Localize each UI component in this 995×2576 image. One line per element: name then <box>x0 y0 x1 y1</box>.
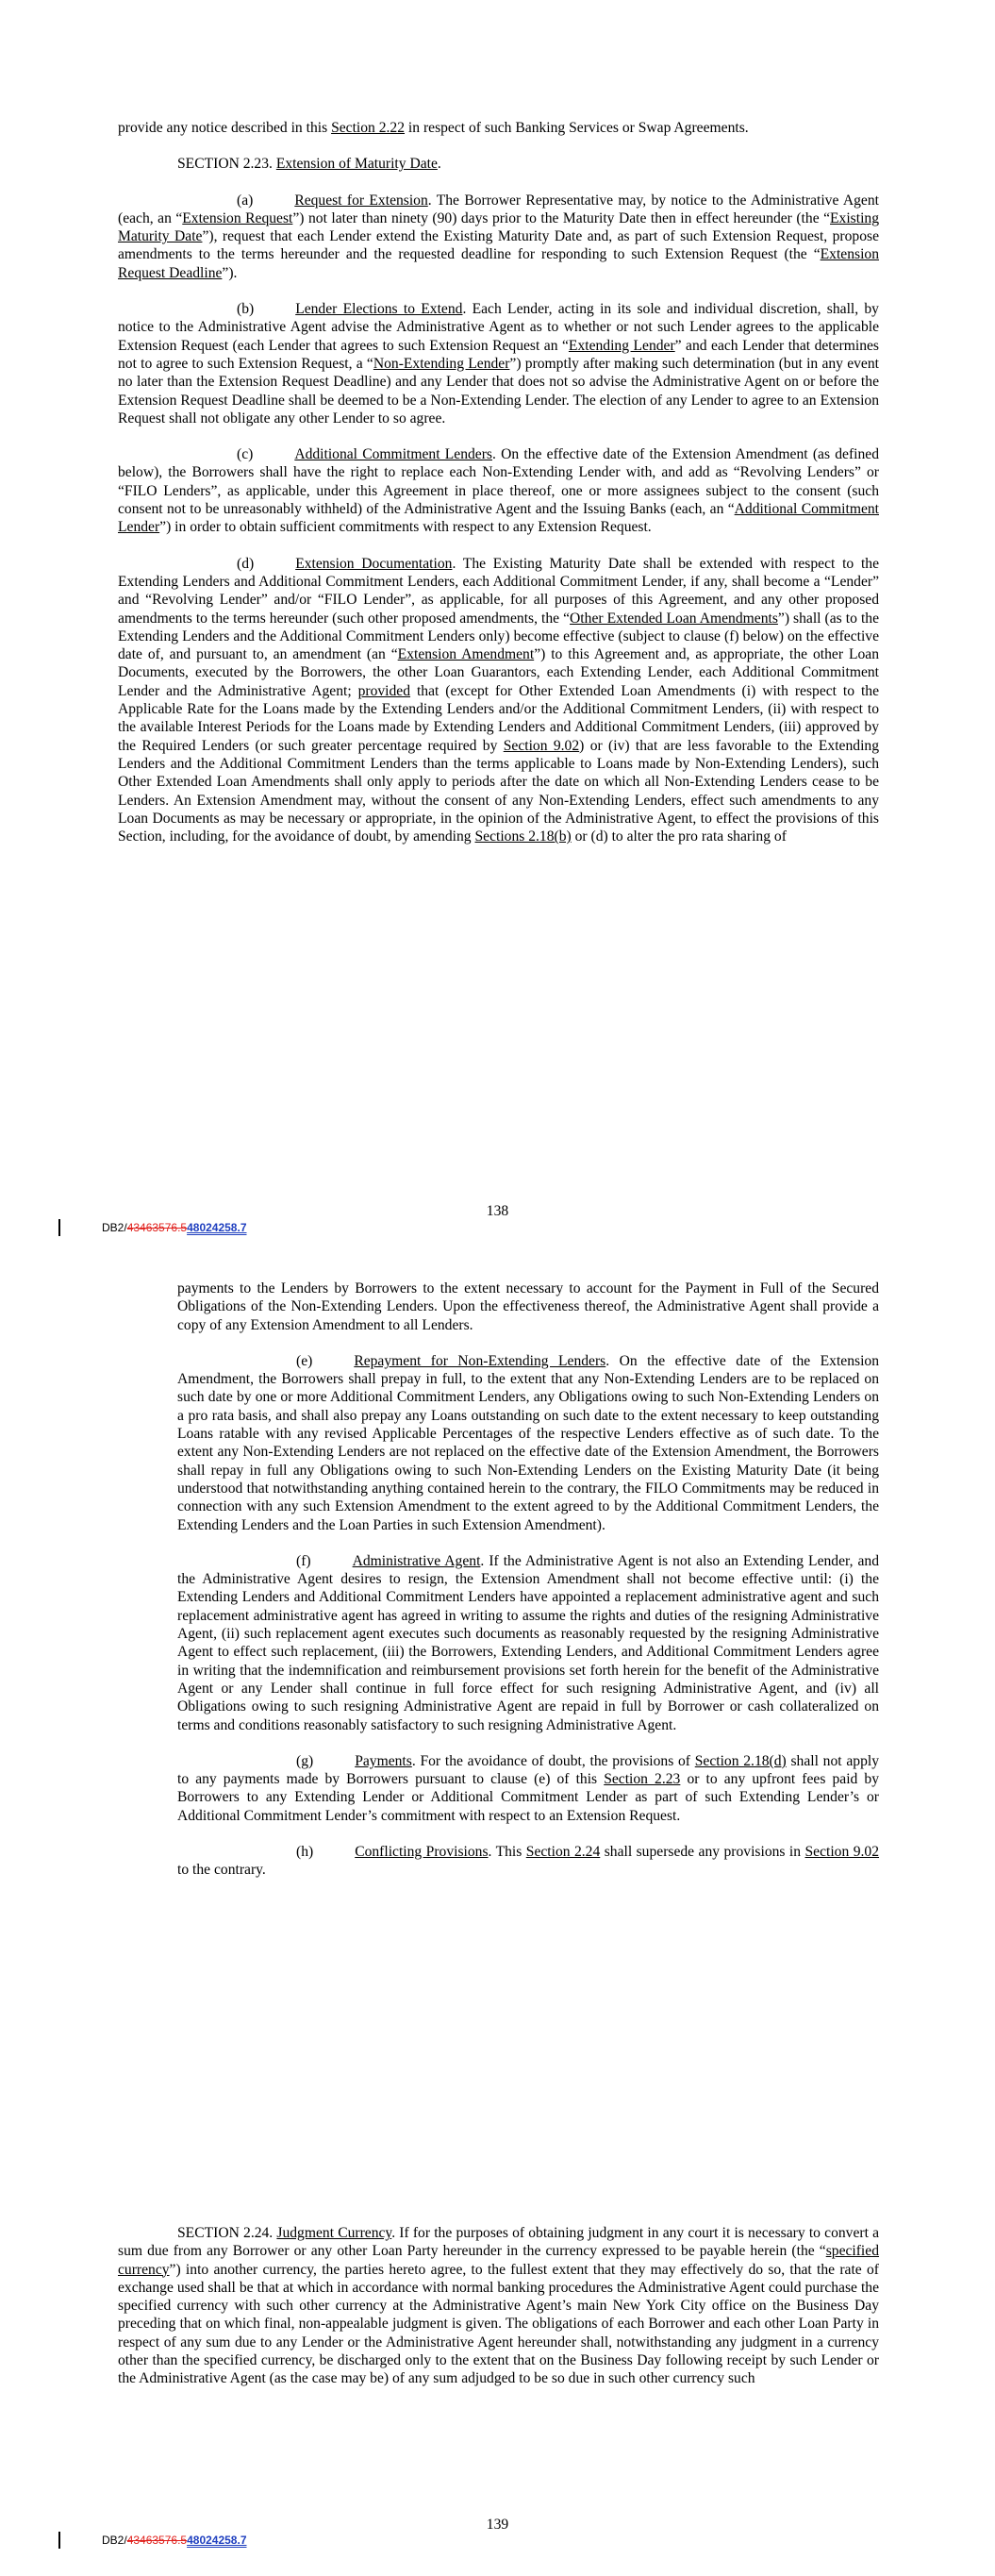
page-number: 139 <box>486 2517 509 2533</box>
document-footer: DB2/ 43463576.5 48024258.7 <box>58 1219 247 1236</box>
change-bar <box>58 2532 60 2549</box>
page-number: 138 <box>486 1203 509 1219</box>
section-2-23-heading: SECTION 2.23. Extension of Maturity Date. <box>177 156 441 173</box>
continuation-paragraph: payments to the Lenders by Borrowers to the extent necessary to account for the Payment in Full of the Secured Obligations of the Non-Extending Lenders. Upon the effectiveness thereof, the Administrative Agent shall provide a copy of any Extension Amendment to all Lenders. <box>177 1280 879 1333</box>
inserted-doc-id: 48024258.7 <box>187 1221 247 1234</box>
page-138 <box>0 0 995 1264</box>
section-2-24 <box>118 2224 879 2388</box>
page-138-body <box>118 119 879 845</box>
page-139 <box>0 1264 995 2576</box>
clause-h: (h) Conflicting Provisions. This Section 2.24 shall supersede any provisions in Section 9.02 to the contrary. <box>177 1844 880 1879</box>
change-bar <box>58 1219 60 1236</box>
clause-e: (e) Repayment for Non-Extending Lenders. On the effective date of the Extension Amendment, the Borrowers shall prepay in full, to the extent that any Non-Extending Lenders are to be replaced on such date by one or more Additional Commitment Lenders, any Obligations owing to such Non-Extending Lenders on a pro rata basis, and shall also prepay any Loans outstanding on such date to the extent necessary to keep outstanding Loans ratable with any revised Applicable Percentages of the respective Lenders effective as of such date. To the extent any Non-Extending Lenders are not replaced on the effective date of the Extension Amendment, the Borrowers shall repay in full any Obligations owing to such Non-Extending Lenders on the Existing Maturity Date (it being understood that notwithstanding anything contained herein to the contrary, the FILO Commitments may be reduced in connection with any such Extension Amendment to the extent agreed to by the Additional Commitment Lenders, the Extending Lenders and the Loan Parties in such Extension Amendment). <box>177 1352 879 1533</box>
clause-c: (c) Additional Commitment Lenders. On the effective date of the Extension Amendment (as defined below), the Borrowers shall have the right to replace each Non-Extending Lender with, and add as “Revolving Lenders” or “FILO Lenders”, as applicable, under this Agreement in place thereof, one or more assignees subject to the consent (such consent not to be unreasonably withheld) of the Administrative Agent and the Issuing Banks (each, an “Additional Commitment Lender”) in order to obtain sufficient commitments with respect to any Extension Request. <box>118 446 879 536</box>
clause-a: (a) Request for Extension. The Borrower Representative may, by notice to the Administrative Agent (each, an “Extension Request”) not later than ninety (90) days prior to the Maturity Date then in effect hereunder (the “Existing Maturity Date”), request that each Lender extend the Existing Maturity Date and, as part of such Extension Request, propose amendments to the terms hereunder and the requested deadline for responding to such Extension Request (the “Extension Request Deadline”). <box>118 192 880 281</box>
document-footer: DB2/ 43463576.5 48024258.7 <box>58 2532 247 2549</box>
clause-f: (f) Administrative Agent. If the Administrative Agent is not also an Extending Lender, and the Administrative Agent desires to resign, the Extension Amendment shall not become effective until: (i) the Extending Lenders and Additional Commitment Lenders have appointed a replacement administrative agent and such replacement administrative agent has agreed in writing to assume the rights and duties of the resigning Administrative Agent, (ii) such replacement agent executes such documents as reasonably requested by the resigning Administrative Agent to effect such replacement, (iii) the Borrowers, Extending Lenders, and Additional Commitment Lenders agree in writing that the indemnification and reimbursement provisions set forth herein for the benefit of the Administrative Agent or any Lender shall continue in full force effect for such resigning Administrative Agent, and (iv) all Obligations owing to such resigning Administrative Agent are repaid in full by Borrower or cash collateralized on terms and conditions reasonably satisfactory to such resigning Administrative Agent. <box>177 1552 879 1733</box>
section-2-24-paragraph: SECTION 2.24. Judgment Currency. If for the purposes of obtaining judgment in any court it is necessary to convert a sum due from any Borrower or any other Loan Party hereunder in the currency expressed to be payable herein (the “specified currency”) into another currency, the parties hereto agree, to the fullest extent that they may effectively do so, that the rate of exchange used shall be that at which in accordance with normal banking procedures the Administrative Agent could purchase the specified currency with such other currency at the Administrative Agent’s main New York City office on the Business Day preceding that on which final, non-appealable judgment is given. The obligations of each Borrower and each other Loan Party in respect of any sum due to any Lender or the Administrative Agent hereunder shall, notwithstanding any judgment in a currency other than the specified currency, be discharged only to the extent that on the Business Day following receipt by such Lender or the Administrative Agent (as the case may be) of any sum adjudged to be so due in such other currency such <box>118 2225 879 2387</box>
deleted-doc-id: 43463576.5 <box>126 1221 188 1234</box>
clause-g: (g) Payments. For the avoidance of doubt, the provisions of Section 2.18(d) shall not apply to any payments made by Borrowers pursuant to clause (e) of this Section 2.23 or to any upfront fees paid by Borrowers to any Extending Lender or Additional Commitment Lender as part of such Extending Lender’s or Additional Commitment Lender’s commitment with respect to an Extension Request. <box>177 1752 880 1824</box>
deleted-doc-id: 43463576.5 <box>126 2534 188 2547</box>
clause-b: (b) Lender Elections to Extend. Each Lender, acting in its sole and individual discretion, shall, by notice to the Administrative Agent advise the Administrative Agent as to whether or not such Lender agrees to the applicable Extension Request (each Lender that agrees to such Extension Request an “Extending Lender” and each Lender that determines not to agree to such Extension Request, a “Non-Extending Lender”) promptly after making such determination (but in any event no later than the Extension Request Deadline) and any Lender that does not so advise the Administrative Agent on or before the Extension Request Deadline shall be deemed to be a Non-Extending Lender. The election of any Lender to agree to an Extension Request shall not obligate any other Lender to so agree. <box>118 301 879 427</box>
continuation-paragraph: provide any notice described in this Section 2.22 in respect of such Banking Services or Swap Agreements. <box>118 120 749 136</box>
inserted-doc-id: 48024258.7 <box>187 2534 247 2547</box>
page-139-body <box>177 1280 879 1880</box>
clause-d: (d) Extension Documentation. The Existing Maturity Date shall be extended with respect to the Extending Lenders and Additional Commitment Lenders, each Additional Commitment Lender, if any, shall become a “Lender” and “Revolving Lender” and/or “FILO Lender”, as applicable, for all purposes of this Agreement, and any other proposed amendments to the terms hereunder (such other proposed amendments, the “Other Extended Loan Amendments”) shall (as to the Extending Lenders and the Additional Commitment Lenders only) become effective (subject to clause (f) below) on the effective date of, and pursuant to, an amendment (an “Extension Amendment”) to this Agreement and, as appropriate, the other Loan Documents, executed by the Borrowers, the other Loan Guarantors, each Extending Lender, each Additional Commitment Lender and the Administrative Agent; provided that (except for Other Extended Loan Amendments (i) with respect to the Applicable Rate for the Loans made by the Extending Lenders and/or the Additional Commitment Lenders, (ii) with respect to the available Interest Periods for the Loans made by Extending Lenders and Additional Commitment Lenders, (iii) approved by the Required Lenders (or such greater percentage required by Section 9.02) or (iv) that are less favorable to the Extending Lenders and the Additional Commitment Lenders than the terms applicable to Loans made by Non-Extending Lenders), such Other Extended Loan Amendments shall only apply to periods after the date on which all Non-Extending Lenders cease to be Lenders. An Extension Amendment may, without the consent of any Non-Extending Lenders, effect such amendments to any Loan Documents as may be necessary or appropriate, in the opinion of the Administrative Agent, to effect the provisions of this Section, including, for the avoidance of doubt, by amending Sections 2.18(b) or (d) to alter the pro rata sharing of <box>118 555 880 845</box>
